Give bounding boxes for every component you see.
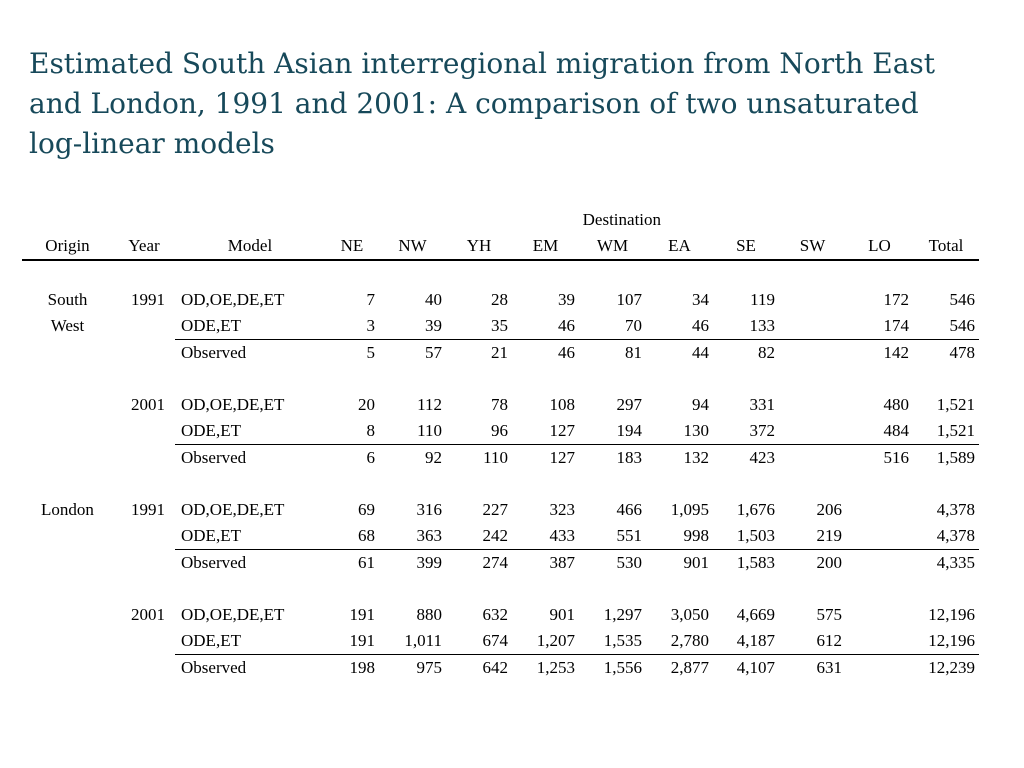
- model-cell: ODE,ET: [175, 523, 325, 550]
- model-cell: Observed: [181, 553, 247, 572]
- year-cell: [113, 445, 175, 472]
- value-cell: [846, 628, 913, 655]
- value-cell: 132: [683, 448, 709, 467]
- value-cell: 34: [692, 290, 709, 309]
- year-cell: [113, 628, 175, 655]
- value-cell: 530: [616, 553, 642, 572]
- value-cell: 551: [579, 523, 646, 550]
- value-cell: 4,378: [936, 500, 976, 519]
- value-cell: 39: [558, 290, 575, 309]
- value-cell: 69: [358, 500, 375, 519]
- value-cell: 1,297: [603, 605, 642, 624]
- value-cell: [779, 445, 846, 472]
- migration-table-container: [22, 207, 979, 681]
- spacer-row: [22, 471, 979, 497]
- origin-cell: London: [41, 500, 94, 519]
- column-header: EA: [646, 233, 713, 260]
- value-cell: 331: [749, 395, 775, 414]
- value-cell: 3: [325, 313, 379, 340]
- table-row: [22, 497, 979, 523]
- model-cell: ODE,ET: [175, 313, 325, 340]
- value-cell: 323: [549, 500, 575, 519]
- value-cell: 484: [846, 418, 913, 445]
- value-cell: [846, 523, 913, 550]
- value-cell: 4,187: [713, 628, 779, 655]
- value-cell: 2,877: [670, 658, 709, 677]
- value-cell: 478: [949, 343, 976, 362]
- origin-cell: [22, 445, 113, 472]
- value-cell: 274: [482, 553, 508, 572]
- model-cell: OD,OE,DE,ET: [181, 395, 285, 414]
- value-cell: 466: [616, 500, 642, 519]
- value-cell: 297: [616, 395, 642, 414]
- column-header: SE: [713, 233, 779, 260]
- value-cell: 1,535: [579, 628, 646, 655]
- value-cell: 423: [749, 448, 775, 467]
- model-cell: OD,OE,DE,ET: [181, 500, 285, 519]
- column-header: LO: [846, 233, 913, 260]
- spacer-row: [22, 366, 979, 392]
- model-cell: OD,OE,DE,ET: [181, 290, 285, 309]
- value-cell: 39: [379, 313, 446, 340]
- model-cell: ODE,ET: [175, 628, 325, 655]
- destination-group-header: Destination: [582, 210, 662, 229]
- value-cell: 1,676: [736, 500, 775, 519]
- spacer-row: [22, 260, 979, 287]
- value-cell: 975: [416, 658, 442, 677]
- value-cell: 110: [379, 418, 446, 445]
- value-cell: 480: [883, 395, 909, 414]
- model-cell: Observed: [181, 448, 247, 467]
- value-cell: 68: [325, 523, 379, 550]
- table-row: [22, 602, 979, 628]
- value-cell: 92: [425, 448, 442, 467]
- value-cell: 242: [446, 523, 512, 550]
- value-cell: 1,556: [603, 658, 642, 677]
- year-cell: [113, 550, 175, 577]
- value-cell: 363: [379, 523, 446, 550]
- column-header: NW: [379, 233, 446, 260]
- value-cell: 1,589: [936, 448, 976, 467]
- value-cell: 2,780: [646, 628, 713, 655]
- value-cell: 1,521: [936, 395, 976, 414]
- value-cell: 6: [366, 448, 375, 467]
- value-cell: 998: [646, 523, 713, 550]
- origin-cell: [22, 418, 113, 445]
- value-cell: 880: [416, 605, 442, 624]
- value-cell: 3,050: [670, 605, 709, 624]
- column-header: YH: [446, 233, 512, 260]
- value-cell: 227: [482, 500, 508, 519]
- year-cell: [113, 523, 175, 550]
- column-header: Model: [175, 233, 325, 260]
- value-cell: 1,503: [713, 523, 779, 550]
- table-body: [22, 287, 979, 681]
- value-cell: 1,011: [379, 628, 446, 655]
- value-cell: 1,095: [670, 500, 709, 519]
- origin-cell: West: [50, 316, 85, 336]
- value-cell: 183: [616, 448, 642, 467]
- value-cell: 12,196: [913, 628, 979, 655]
- value-cell: 198: [349, 658, 375, 677]
- value-cell: 112: [417, 395, 442, 414]
- table-row: [22, 628, 979, 655]
- migration-table: [22, 207, 979, 681]
- table-row: [22, 313, 979, 340]
- value-cell: 1,521: [913, 418, 979, 445]
- value-cell: [779, 313, 846, 340]
- value-cell: 200: [816, 553, 842, 572]
- value-cell: 191: [349, 605, 375, 624]
- value-cell: 119: [750, 290, 775, 309]
- column-header: Total: [913, 233, 979, 260]
- value-cell: 433: [512, 523, 579, 550]
- table-row: [22, 340, 979, 367]
- origin-cell: [22, 655, 113, 682]
- value-cell: 108: [549, 395, 575, 414]
- origin-cell: [22, 628, 113, 655]
- value-cell: 57: [425, 343, 442, 362]
- origin-cell: [22, 340, 113, 367]
- table-row: [22, 287, 979, 313]
- slide-title: Estimated South Asian interregional migration from North East and London, 1991 and 2001: A comparison of two unsaturated log-linear models: [29, 47, 936, 160]
- column-header: SW: [779, 233, 846, 260]
- value-cell: 46: [558, 343, 575, 362]
- table-row: [22, 392, 979, 418]
- year-cell: [113, 418, 175, 445]
- value-cell: 575: [816, 605, 842, 624]
- year-cell: [113, 340, 175, 367]
- value-cell: 70: [579, 313, 646, 340]
- value-cell: 172: [883, 290, 909, 309]
- value-cell: [779, 418, 846, 445]
- value-cell: 40: [425, 290, 442, 309]
- model-cell: ODE,ET: [175, 418, 325, 445]
- column-header: Year: [113, 233, 175, 260]
- value-cell: 631: [816, 658, 842, 677]
- value-cell: 7: [366, 290, 375, 309]
- column-header: EM: [512, 233, 579, 260]
- value-cell: 4,107: [736, 658, 775, 677]
- value-cell: [779, 392, 846, 418]
- value-cell: 130: [646, 418, 713, 445]
- table-row: [22, 445, 979, 472]
- value-cell: 4,335: [936, 553, 976, 572]
- value-cell: 82: [758, 343, 775, 362]
- value-cell: 1,253: [536, 658, 575, 677]
- value-cell: 12,239: [928, 658, 976, 677]
- value-cell: [779, 340, 846, 367]
- year-cell: 1991: [131, 290, 165, 309]
- value-cell: 206: [816, 500, 842, 519]
- year-cell: 2001: [131, 605, 165, 624]
- origin-cell: South: [47, 290, 88, 309]
- destination-group-row: [22, 207, 979, 233]
- column-header: WM: [579, 233, 646, 260]
- value-cell: 94: [692, 395, 709, 414]
- value-cell: 546: [949, 290, 976, 309]
- value-cell: 127: [549, 448, 575, 467]
- value-cell: 516: [883, 448, 909, 467]
- value-cell: 546: [913, 313, 979, 340]
- origin-cell: [22, 523, 113, 550]
- column-header: NE: [325, 233, 379, 260]
- table-row: [22, 550, 979, 577]
- model-cell: OD,OE,DE,ET: [181, 605, 285, 624]
- value-cell: 12,196: [928, 605, 976, 624]
- table-row: [22, 418, 979, 445]
- table-row: [22, 655, 979, 682]
- value-cell: [846, 550, 913, 577]
- value-cell: [846, 655, 913, 682]
- value-cell: 642: [482, 658, 508, 677]
- value-cell: 219: [779, 523, 846, 550]
- value-cell: 78: [491, 395, 508, 414]
- value-cell: 674: [446, 628, 512, 655]
- value-cell: 35: [446, 313, 512, 340]
- table-row: [22, 523, 979, 550]
- year-cell: [113, 313, 175, 340]
- value-cell: [779, 287, 846, 313]
- value-cell: 20: [358, 395, 375, 414]
- origin-cell: [22, 602, 113, 628]
- year-cell: 2001: [131, 395, 165, 414]
- origin-cell: [22, 392, 113, 418]
- spacer-row: [22, 576, 979, 602]
- value-cell: 387: [549, 553, 575, 572]
- value-cell: 4,669: [736, 605, 775, 624]
- value-cell: 901: [683, 553, 709, 572]
- value-cell: 632: [482, 605, 508, 624]
- value-cell: 21: [491, 343, 508, 362]
- value-cell: 316: [416, 500, 442, 519]
- value-cell: 194: [579, 418, 646, 445]
- value-cell: 8: [325, 418, 379, 445]
- value-cell: 612: [779, 628, 846, 655]
- origin-cell: [22, 550, 113, 577]
- value-cell: 5: [366, 343, 375, 362]
- value-cell: [846, 497, 913, 523]
- value-cell: 46: [646, 313, 713, 340]
- value-cell: 44: [692, 343, 709, 362]
- column-header: Origin: [22, 233, 113, 260]
- value-cell: 61: [358, 553, 375, 572]
- value-cell: 191: [325, 628, 379, 655]
- value-cell: 399: [416, 553, 442, 572]
- value-cell: 133: [713, 313, 779, 340]
- value-cell: 901: [549, 605, 575, 624]
- year-cell: [113, 655, 175, 682]
- value-cell: 96: [446, 418, 512, 445]
- year-cell: 1991: [131, 500, 165, 519]
- value-cell: 81: [625, 343, 642, 362]
- value-cell: [846, 602, 913, 628]
- value-cell: 127: [512, 418, 579, 445]
- value-cell: 174: [846, 313, 913, 340]
- model-cell: Observed: [181, 658, 247, 677]
- model-cell: Observed: [181, 343, 247, 362]
- value-cell: 110: [483, 448, 508, 467]
- value-cell: 28: [491, 290, 508, 309]
- column-header-row: [22, 233, 979, 260]
- value-cell: 372: [713, 418, 779, 445]
- value-cell: 142: [883, 343, 909, 362]
- value-cell: 1,583: [736, 553, 775, 572]
- value-cell: 4,378: [913, 523, 979, 550]
- value-cell: 107: [616, 290, 642, 309]
- value-cell: 46: [512, 313, 579, 340]
- value-cell: 1,207: [512, 628, 579, 655]
